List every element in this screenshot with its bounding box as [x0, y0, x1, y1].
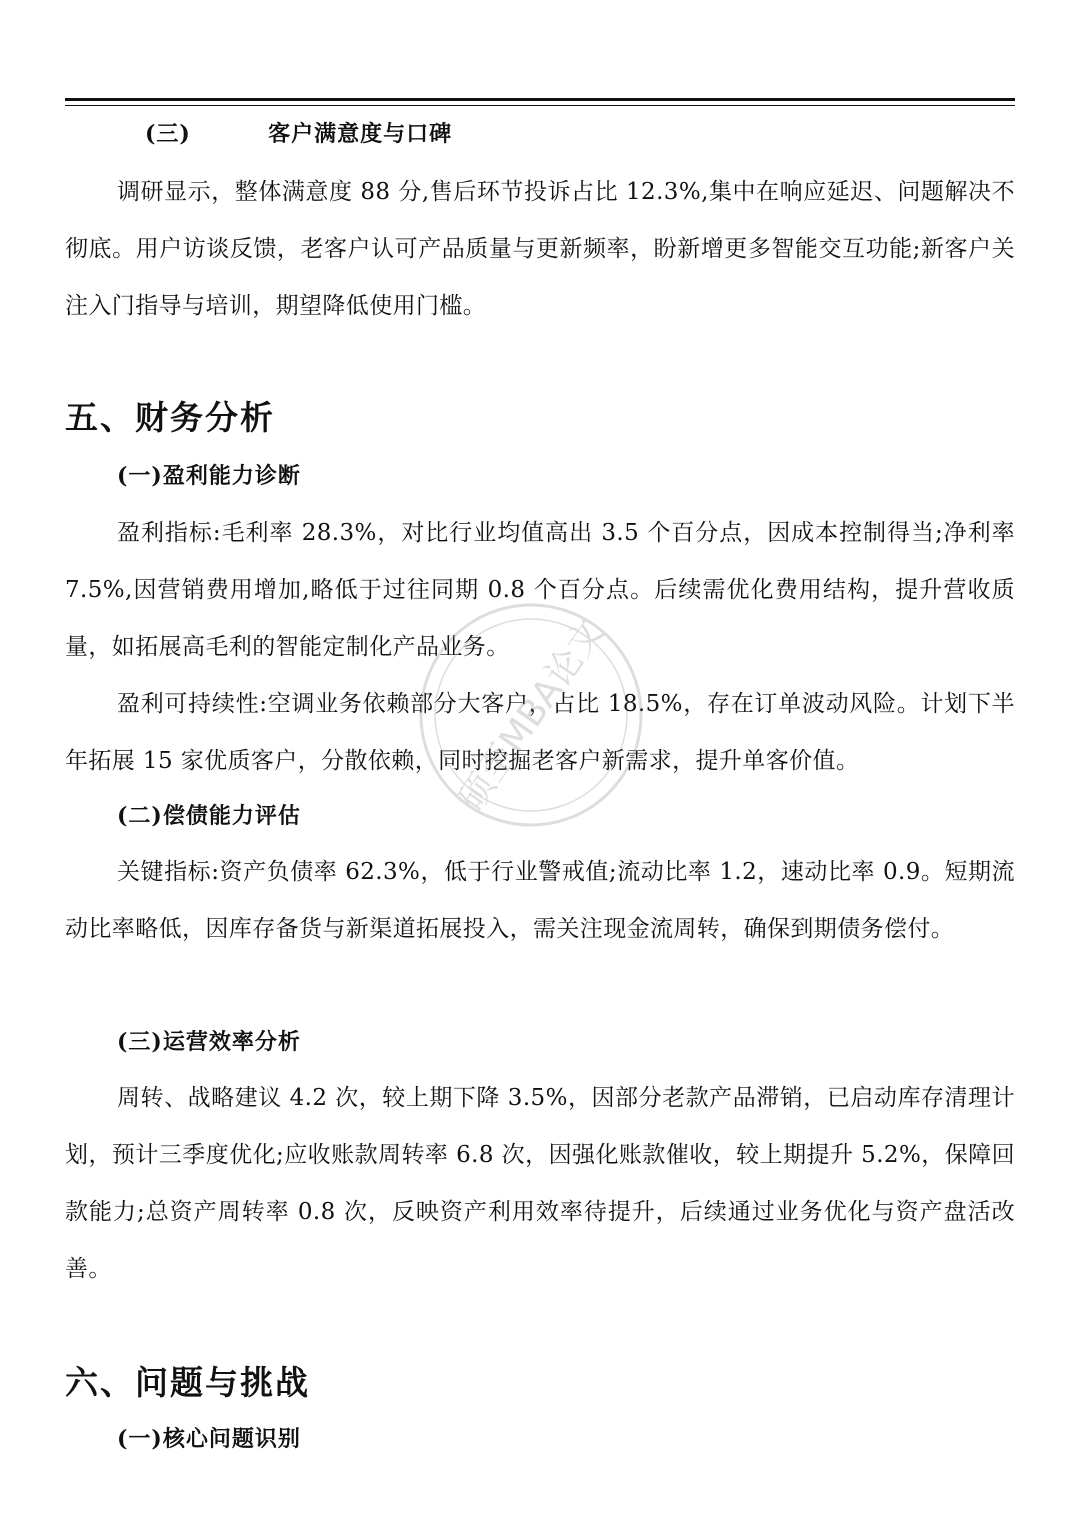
heading-solvency: (二)偿债能力评估	[117, 803, 301, 829]
watermark-text: 硕至MBA论文	[450, 611, 613, 819]
section-title-financial-analysis: 五、财务分析	[65, 398, 275, 437]
header-rule-thin	[65, 105, 1015, 106]
heading-core-problems: (一)核心问题识别	[117, 1426, 301, 1452]
paragraph-customer-satisfaction: 调研显示，整体满意度 88 分,售后环节投诉占比 12.3%,集中在响应延迟、问题解决不彻底。用户访谈反馈，老客户认可产品质量与更新频率，盼新增更多智能交互功能;新客户关注入门指导与培训，期望降低使用门槛。	[65, 179, 1015, 319]
paragraph-operating-efficiency: 周转、战略建议 4.2 次，较上期下降 3.5%，因部分老款产品滞销，已启动库存清理计划，预计三季度优化;应收账款周转率 6.8 次，因强化账款催收，较上期提升 5.2%，保障回款能力;总资产周转率 0.8 次，反映资产利用效率待提升，后续通过业务优化与资产盘活改善。	[65, 1085, 1015, 1282]
paragraph-profitability-sustainability: 盈利可持续性:空调业务依赖部分大客户，占比 18.5%，存在订单波动风险。计划下半年拓展 15 家优质客户，分散依赖，同时挖掘老客户新需求，提升单客价值。	[65, 691, 1015, 774]
header-rule-thick	[65, 98, 1015, 101]
heading-customer-satisfaction: (三) 客户满意度与口碑	[145, 121, 453, 147]
paragraph-profitability-indicators: 盈利指标:毛利率 28.3%，对比行业均值高出 3.5 个百分点，因成本控制得当;净利率 7.5%,因营销费用增加,略低于过往同期 0.8 个百分点。后续需优化费用结构，提升营收质量，如拓展高毛利的智能定制化产品业务。	[65, 520, 1015, 660]
heading-profitability: (一)盈利能力诊断	[117, 463, 301, 489]
section-title-problems-challenges: 六、问题与挑战	[65, 1363, 310, 1402]
heading-operating-efficiency: (三)运营效率分析	[117, 1029, 301, 1055]
paragraph-solvency-indicators: 关键指标:资产负债率 62.3%，低于行业警戒值;流动比率 1.2，速动比率 0.9。短期流动比率略低，因库存备货与新渠道拓展投入，需关注现金流周转，确保到期债务偿付。	[65, 859, 1015, 942]
